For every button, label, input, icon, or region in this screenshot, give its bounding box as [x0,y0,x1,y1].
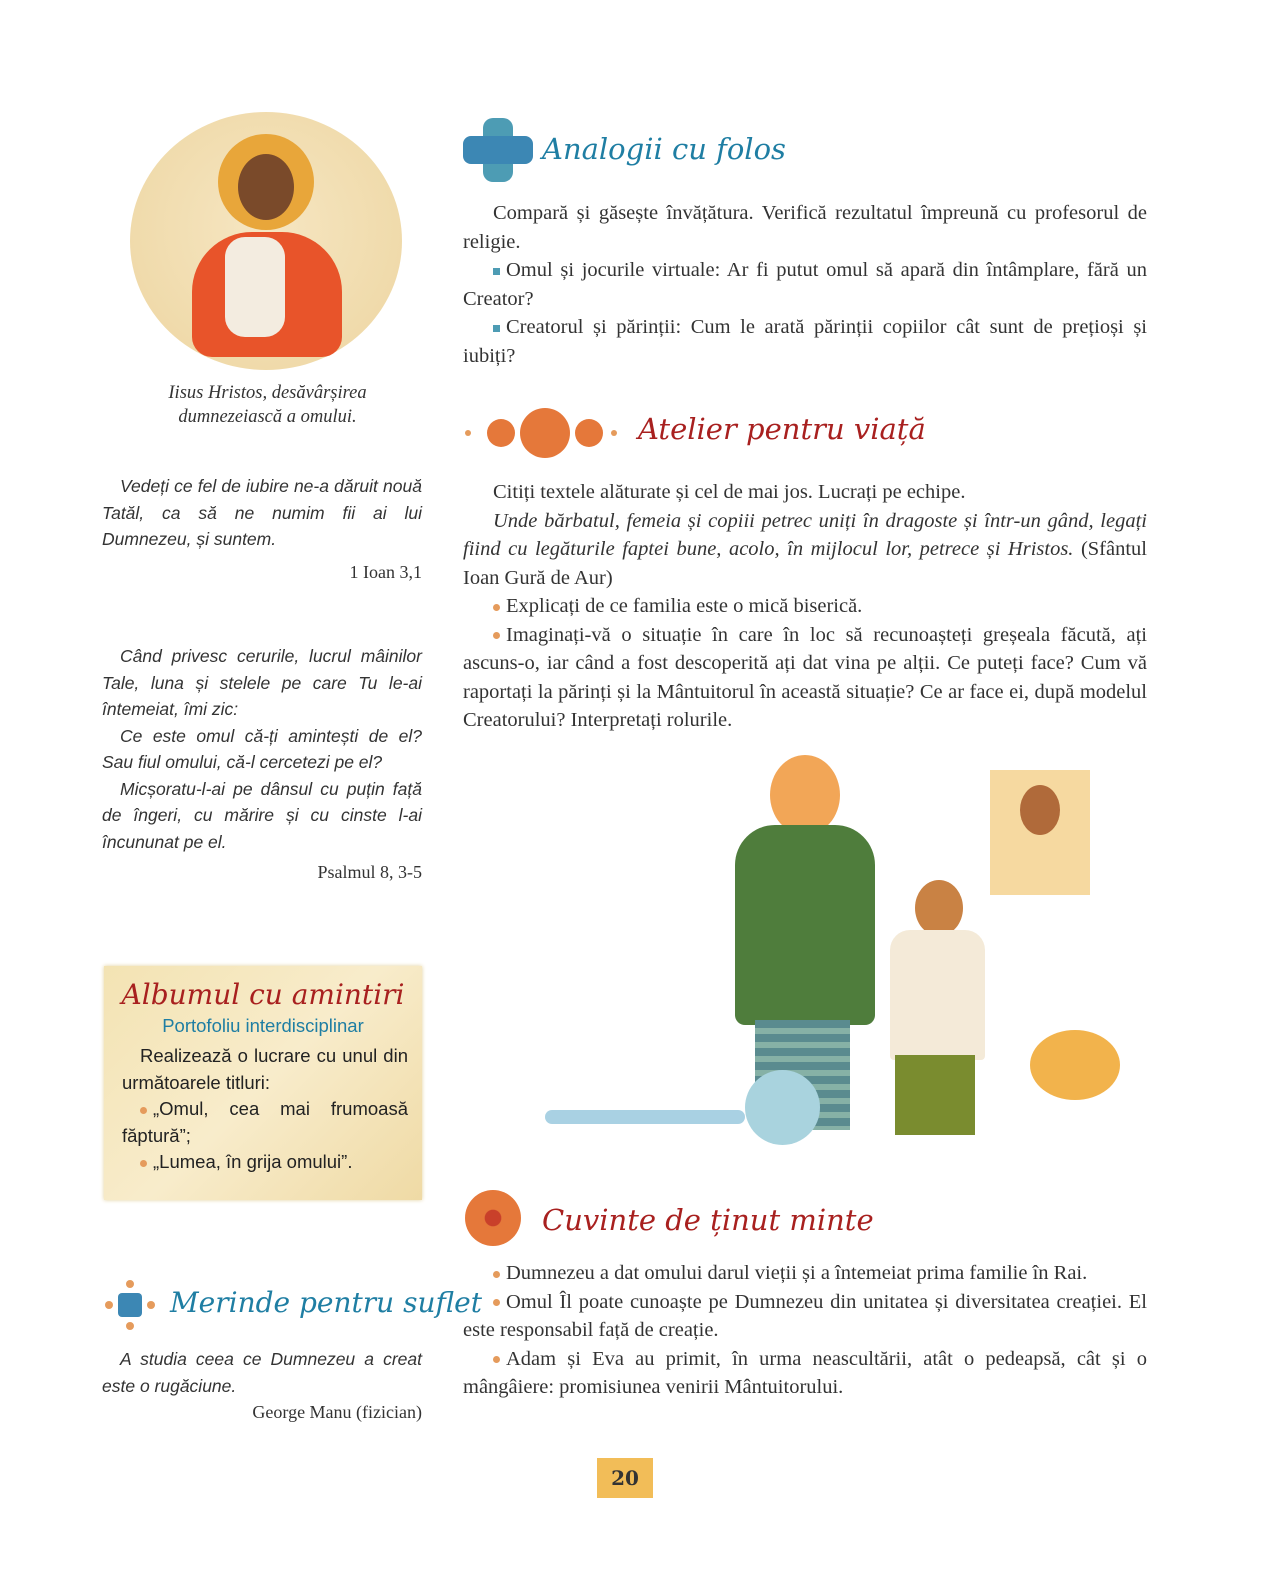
quote-text: Vedeți ce fel de iubire ne-a dăruit nouă Tatăl, ca să ne numim fii ai lui Dumnezeu, și suntem. [102,476,422,549]
atelier-quote-ref: (Sfântul Ioan Gură de Aur) [463,538,1147,589]
christ-icon-image [130,112,402,370]
atelier-quote: Unde bărbatul, femeia și copiii petrec uniți în dragoste și într-un gând, legați fiind cu legăturile faptei bune, acolo, în mijlocul lor, petrece și Hristos. [463,509,1147,560]
quote-reference: 1 Ioan 3,1 [349,561,422,582]
atelier-title: Atelier pentru viață [638,412,926,446]
album-subtitle: Portofoliu interdisciplinar [162,1015,364,1036]
icon-caption: Iisus Hristos, desăvârșirea dumnezeiască a omului. [168,383,367,427]
cuvinte-item: Dumnezeu a dat omului darul vieții și a întemeiat prima familie în Rai. [463,1259,1147,1288]
album-item: „Lumea, în grija omului”. [122,1149,408,1176]
album-box [104,966,422,1200]
family-illustration [545,750,1145,1160]
cuvinte-item: Omul Îl poate cunoaște pe Dumnezeu din unitatea și diversitatea creației. El este responsabil față de creație. [463,1288,1147,1345]
merinde-quote [102,1346,422,1426]
quote-reference: George Manu (fizician) [252,1402,422,1422]
merinde-title: Merinde pentru suflet [170,1286,483,1319]
analogii-ornament-icon [463,118,533,182]
page-number-badge [597,1458,653,1498]
quote-text: A studia ceea ce Dumnezeu a creat este o rugăciune. [102,1349,422,1396]
quote-psalm-8 [102,643,422,886]
quote-line: Ce este omul că-ți amintești de el? Sau fiul omului, că-l cercetezi pe el? [102,725,422,772]
album-title: Albumul cu amintiri [121,978,405,1011]
analogii-title: Analogii cu folos [542,132,786,166]
atelier-item: Imaginați-vă o situație în care în loc să recunoașteți greșeala făcută, ați ascuns-o, iar când a fost descoperită ați dat vina pe alții. Ce puteți face? Cum vă raportați la părinți și la Mântuitorul în această situație? Ce ar face ei, după modelul Creatorului? Interpretați rolurile. [463,621,1147,735]
analogii-intro: Compară și găsește învățătura. Verifică rezultatul împreună cu profesorul de religie. [463,202,1147,253]
quote-reference: Psalmul 8, 3-5 [317,862,422,882]
atelier-intro: Citiți textele alăturate și cel de mai jos. Lucrați pe echipe. [493,481,966,503]
album-item: „Omul, cea mai frumoasă făptură”; [122,1096,408,1149]
page-number: 20 [611,1466,639,1490]
quote-line: Când privesc cerurile, lucrul mâinilor Tale, luna și stelele pe care Tu le-ai întemeiat, îmi zic: [102,646,422,719]
cuvinte-ornament-icon [465,1190,521,1246]
analogii-item: Omul și jocurile virtuale: Ar fi putut omul să apară din întâmplare, fără un Creator? [463,256,1147,313]
cuvinte-item: Adam și Eva au primit, în urma neascultării, atât o pedeapsă, cât și o mângâiere: promisiunea venirii Mântuitorului. [463,1345,1147,1402]
cuvinte-content [463,1259,1147,1402]
atelier-item: Explicați de ce familia este o mică biserică. [463,592,1147,621]
cuvinte-title: Cuvinte de ținut minte [542,1203,874,1237]
quote-line: Micșoratu-l-ai pe dânsul cu puțin față de îngeri, cu mărire și cu cinste l-ai încununat pe el. [102,778,422,852]
album-intro: Realizează o lucrare cu unul din următoarele titluri: [122,1045,408,1093]
atelier-content [463,478,1147,735]
merinde-ornament-icon [105,1280,155,1330]
quote-1-john [102,473,422,585]
atelier-ornament-icon [465,408,620,458]
analogii-item: Creatorul și părinții: Cum le arată părinții copiilor cât sunt de prețioși și iubiți? [463,313,1147,370]
analogii-content [463,199,1147,370]
